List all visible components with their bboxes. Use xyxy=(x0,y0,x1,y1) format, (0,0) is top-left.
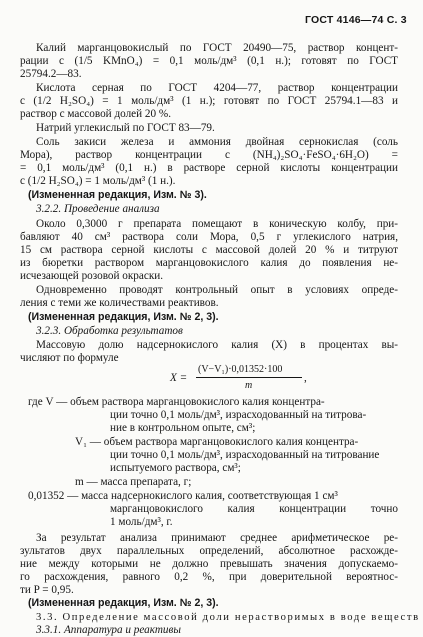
text-line: исчезающей розовой окраски. xyxy=(20,270,164,282)
formula-denominator: m xyxy=(245,380,253,391)
definition-line: 0,01352 — масса надсернокислого калия, соответствующая 1 см³ xyxy=(28,490,338,502)
formula-tail: , xyxy=(304,372,307,384)
text-line: бавляют 40 см³ раствора соли Мора, 0,5 г углекислого натрия, xyxy=(20,231,398,243)
text-line: с (1/2 H₂SO₄) = 1 моль/дм³ (1 н.); готовят по ГОСТ 25794.1—83 и xyxy=(20,95,398,107)
text-line: Около 0,3000 г препарата помещают в коническую колбу, при- xyxy=(36,218,398,230)
amendment-note: (Измененная редакция, Изм. № 2, 3). xyxy=(28,597,219,609)
amendment-note: (Измененная редакция, Изм. № 3). xyxy=(28,189,207,201)
text-line: За результат анализа принимают среднее арифметическое ре- xyxy=(36,532,398,544)
text-line: 15 см раствора серной кислоты с массовой долей 20 % и титруют xyxy=(20,244,398,256)
fraction-bar xyxy=(196,377,302,378)
text-line: = 0,1 моль/дм³ (0,1 н.) в растворе серной кислоты концентрации xyxy=(20,162,398,174)
section-heading: 3.3. Определение массовой доли нерастворимых в воде веществ xyxy=(36,612,420,623)
definition-line: ции точно 0,1 моль/дм³, израсходованный на титрова- xyxy=(110,409,367,421)
text-line: Кислота серная по ГОСТ 4204—77, раствор концентрации xyxy=(36,82,398,94)
text-line: числяют по формуле xyxy=(20,352,119,364)
amendment-note: (Измененная редакция, Изм. № 2, 3). xyxy=(28,311,219,323)
definition-line: 1 моль/дм³, г. xyxy=(110,516,173,528)
definition-line: испытуемого раствора, см³; xyxy=(110,462,241,474)
formula-numerator: (V−V₁)·0,01352·100 xyxy=(198,364,283,375)
text-line: Мора), раствор концентрации с (NH₄)₂SO₄·FeSO₄·6H₂O) = xyxy=(20,149,398,161)
definition-line: m — масса препарата, г; xyxy=(75,476,192,488)
text-line: ти P = 0,95. xyxy=(20,584,74,596)
text-line: с (1/2 H₂SO₄) = 1 моль/дм³ (1 н.). xyxy=(20,175,176,187)
text-line: из бюретки раствором марганцовокислого калия до появления не- xyxy=(20,257,398,269)
text-line: ние между которыми не должно превышать значения допускаемо- xyxy=(20,558,398,570)
text-line: раствор с массовой долей 20 %. xyxy=(20,108,172,120)
section-heading: 3.3.1. Аппаратура и реактивы xyxy=(36,624,181,636)
text-line: ления с теми же количествами реактивов. xyxy=(20,297,219,309)
text-line: Массовую долю надсернокислого калия (X) в процентах вы- xyxy=(36,339,398,351)
section-heading: 3.2.3. Обработка результатов xyxy=(36,325,183,337)
text-line: 25794.2—83. xyxy=(20,68,82,80)
page-header: ГОСТ 4146—74 С. 3 xyxy=(305,14,407,26)
formula-lhs: X = xyxy=(170,372,188,384)
definition-line: V₁ — объем раствора марганцовокислого калия концентра- xyxy=(75,436,359,448)
text-line: Одновременно проводят контрольный опыт в условиях опреде- xyxy=(36,284,398,296)
definition-line: где V — объем раствора марганцовокислого калия концентра- xyxy=(28,396,325,408)
definition-line: марганцовокислого калия концентрации точно xyxy=(110,503,398,515)
text-line: зультатов двух параллельных определений, абсолютное расхожде- xyxy=(20,545,398,557)
text-line: рации с (1/5 KMnO₄) = 0,1 моль/дм³ (0,1 н.); готовят по ГОСТ xyxy=(20,55,398,67)
definition-line: ние в контрольном опыте, см³; xyxy=(110,422,256,434)
definition-line: ции точно 0,1 моль/дм³, израсходованный на титрование xyxy=(110,449,380,461)
text-line: Соль закиси железа и аммония двойная сернокислая (соль xyxy=(36,136,398,148)
text-line: Натрий углекислый по ГОСТ 83—79. xyxy=(36,122,215,134)
text-line: го расхождения, равного 0,2 %, при доверительной вероятнос- xyxy=(20,571,398,583)
section-heading: 3.2.2. Проведение анализа xyxy=(36,203,160,215)
text-line: Калий марганцовокислый по ГОСТ 20490—75, раствор концент- xyxy=(36,42,398,54)
